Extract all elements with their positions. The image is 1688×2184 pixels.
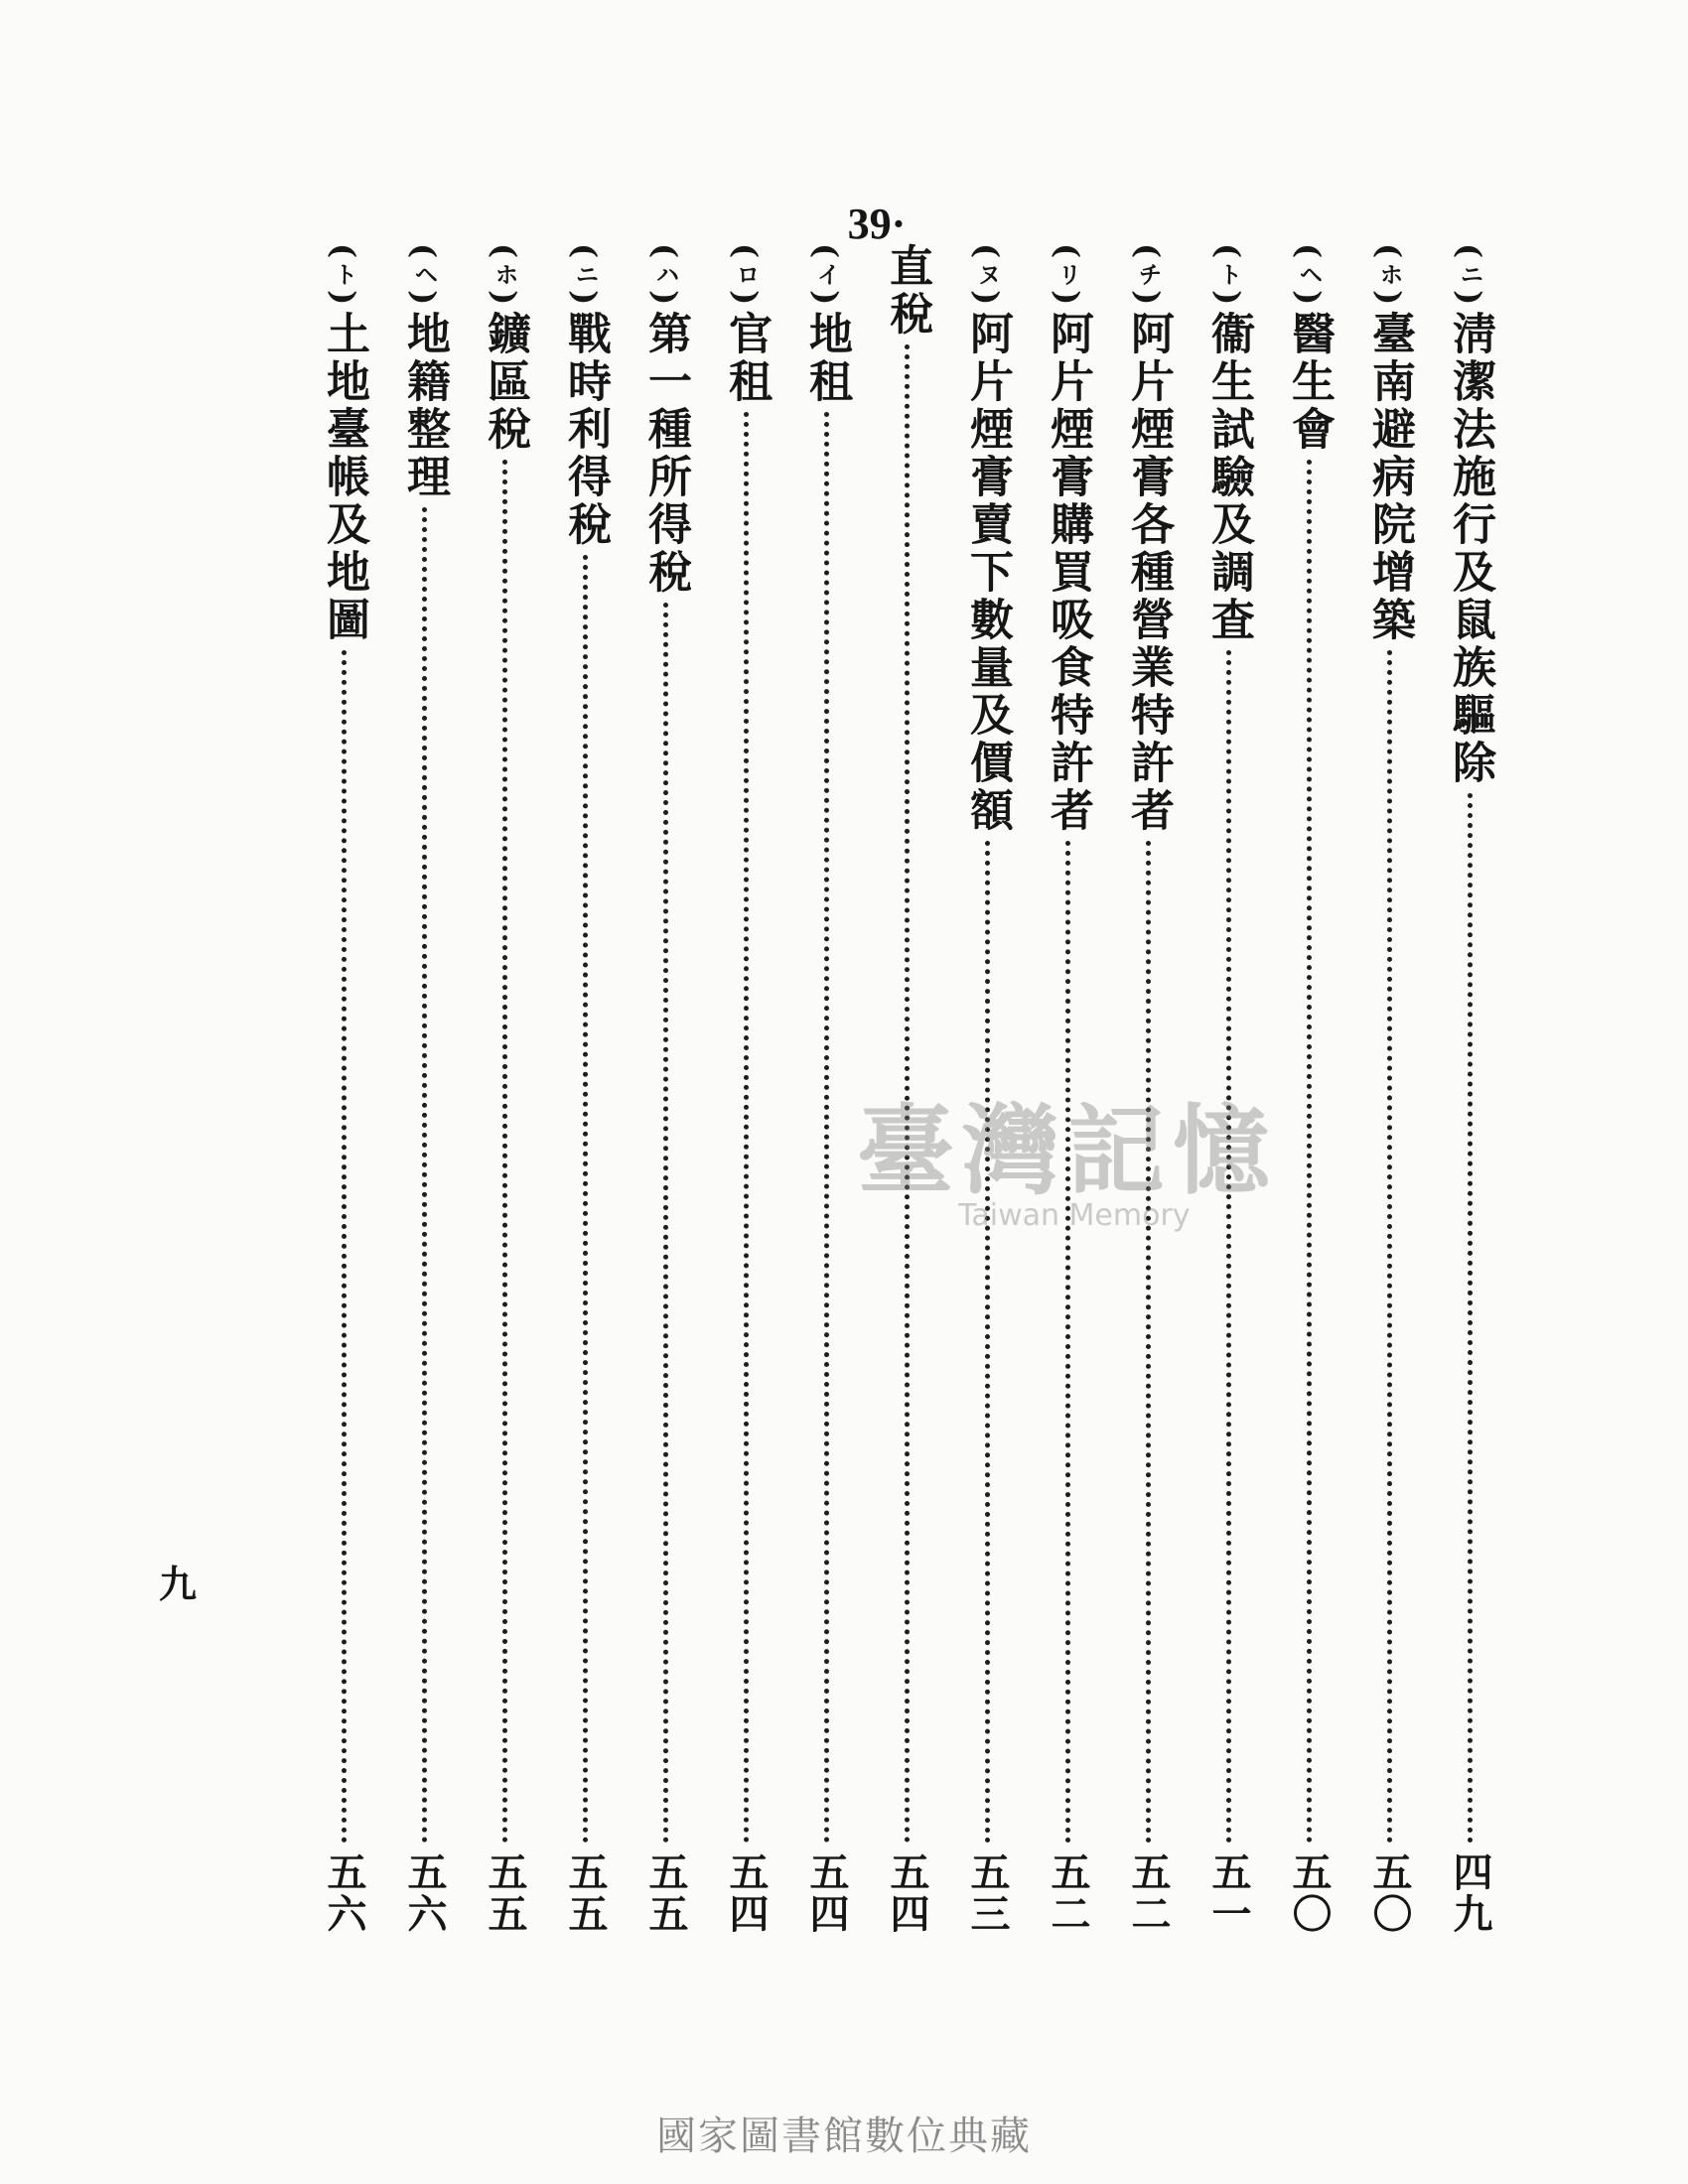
dot-leader: [824, 412, 829, 1843]
entry-title: 地籍整理: [399, 311, 450, 502]
entry-marker: (ニ): [566, 243, 604, 306]
entry-title: 淸潔法施行及鼠族驅除: [1445, 311, 1495, 788]
entry-page: 五一: [1205, 1851, 1252, 1935]
entry-marker: (ヌ): [968, 243, 1006, 306]
entry-marker: (ホ): [1370, 243, 1408, 306]
entry-page: 五六: [321, 1851, 367, 1935]
entry-page: 五五: [482, 1851, 528, 1935]
entry-title: 官租: [721, 311, 772, 407]
dot-leader: [422, 507, 427, 1843]
entry-page: 五四: [723, 1851, 770, 1935]
dot-leader: [1226, 650, 1231, 1843]
toc-entry-7: [957, 243, 1017, 1990]
library-footer: 國家圖書館數位典藏: [656, 2114, 1032, 2159]
page-number: 39·: [847, 200, 907, 248]
entry-marker: (ト): [325, 243, 362, 306]
toc-entry-5: [1118, 243, 1178, 1990]
entry-page: 五三: [964, 1851, 1011, 1935]
dot-leader: [342, 650, 347, 1843]
entry-title: 阿片煙膏各種營業特許者: [1123, 311, 1174, 836]
entry-title: 醫生會: [1284, 311, 1335, 455]
dot-leader: [583, 555, 588, 1843]
dot-leader: [1146, 841, 1151, 1843]
dot-leader: [502, 460, 507, 1843]
folio-number: 九: [159, 1562, 198, 1606]
entry-marker: (ハ): [646, 243, 684, 306]
entry-marker: (チ): [1129, 243, 1167, 306]
toc-entry-4: [1198, 243, 1258, 1990]
dot-leader: [1065, 841, 1070, 1843]
entry-marker: (ニ): [1451, 243, 1488, 306]
entry-title: 鑛區稅: [480, 311, 530, 455]
toc-entry-9: [796, 243, 856, 1990]
toc-section-direct-tax: [877, 243, 936, 1990]
entry-marker: (リ): [1049, 243, 1086, 306]
entry-page: 五四: [884, 1851, 930, 1935]
watermark-chinese: 臺灣記憶: [856, 1094, 1278, 1208]
entry-marker: (イ): [807, 243, 845, 306]
entry-title: 衞生試驗及調査: [1203, 311, 1254, 645]
dot-leader: [744, 412, 749, 1843]
toc-entry-3: [1279, 243, 1338, 1990]
entry-page: 五〇: [1286, 1851, 1333, 1935]
dot-leader: [663, 603, 668, 1843]
dot-leader: [1307, 460, 1312, 1843]
entry-marker: (ホ): [486, 243, 523, 306]
entry-title: 阿片煙膏賣下數量及價額: [962, 311, 1013, 836]
entry-title: 戰時利得稅: [560, 311, 611, 550]
dot-leader: [985, 841, 990, 1843]
toc-entry-1: [1440, 243, 1499, 1990]
entry-marker: (ト): [1209, 243, 1247, 306]
section-title: 直稅: [882, 243, 932, 339]
toc-entry-6: [1038, 243, 1097, 1990]
entry-marker: (ヘ): [405, 243, 443, 306]
entry-page: 五五: [562, 1851, 609, 1935]
dot-leader: [905, 344, 910, 1843]
toc-entry-12: [555, 243, 615, 1990]
entry-marker: (ロ): [727, 243, 765, 306]
entry-title: 地租: [801, 311, 852, 407]
toc-entry-14: [394, 243, 454, 1990]
toc-entry-13: [475, 243, 534, 1990]
dot-leader: [1387, 650, 1392, 1843]
entry-page: 四九: [1447, 1851, 1493, 1935]
watermark-english: Taiwan Memory: [958, 1198, 1191, 1233]
toc-entry-11: [635, 243, 695, 1990]
toc-entry-15: [314, 243, 373, 1990]
entry-marker: (ヘ): [1290, 243, 1328, 306]
entry-title: 土地臺帳及地圖: [319, 311, 369, 645]
entry-page: 五〇: [1366, 1851, 1413, 1935]
entry-page: 五六: [401, 1851, 448, 1935]
entry-title: 阿片煙膏購買吸食特許者: [1043, 311, 1093, 836]
entry-page: 五五: [642, 1851, 689, 1935]
dot-leader: [1468, 793, 1473, 1843]
toc-entry-2: [1359, 243, 1419, 1990]
entry-page: 五二: [1045, 1851, 1091, 1935]
entry-title: 第一種所得稅: [640, 311, 691, 598]
entry-title: 臺南避病院增築: [1364, 311, 1415, 645]
toc-entry-10: [716, 243, 775, 1990]
entry-page: 五二: [1125, 1851, 1172, 1935]
entry-page: 五四: [803, 1851, 850, 1935]
